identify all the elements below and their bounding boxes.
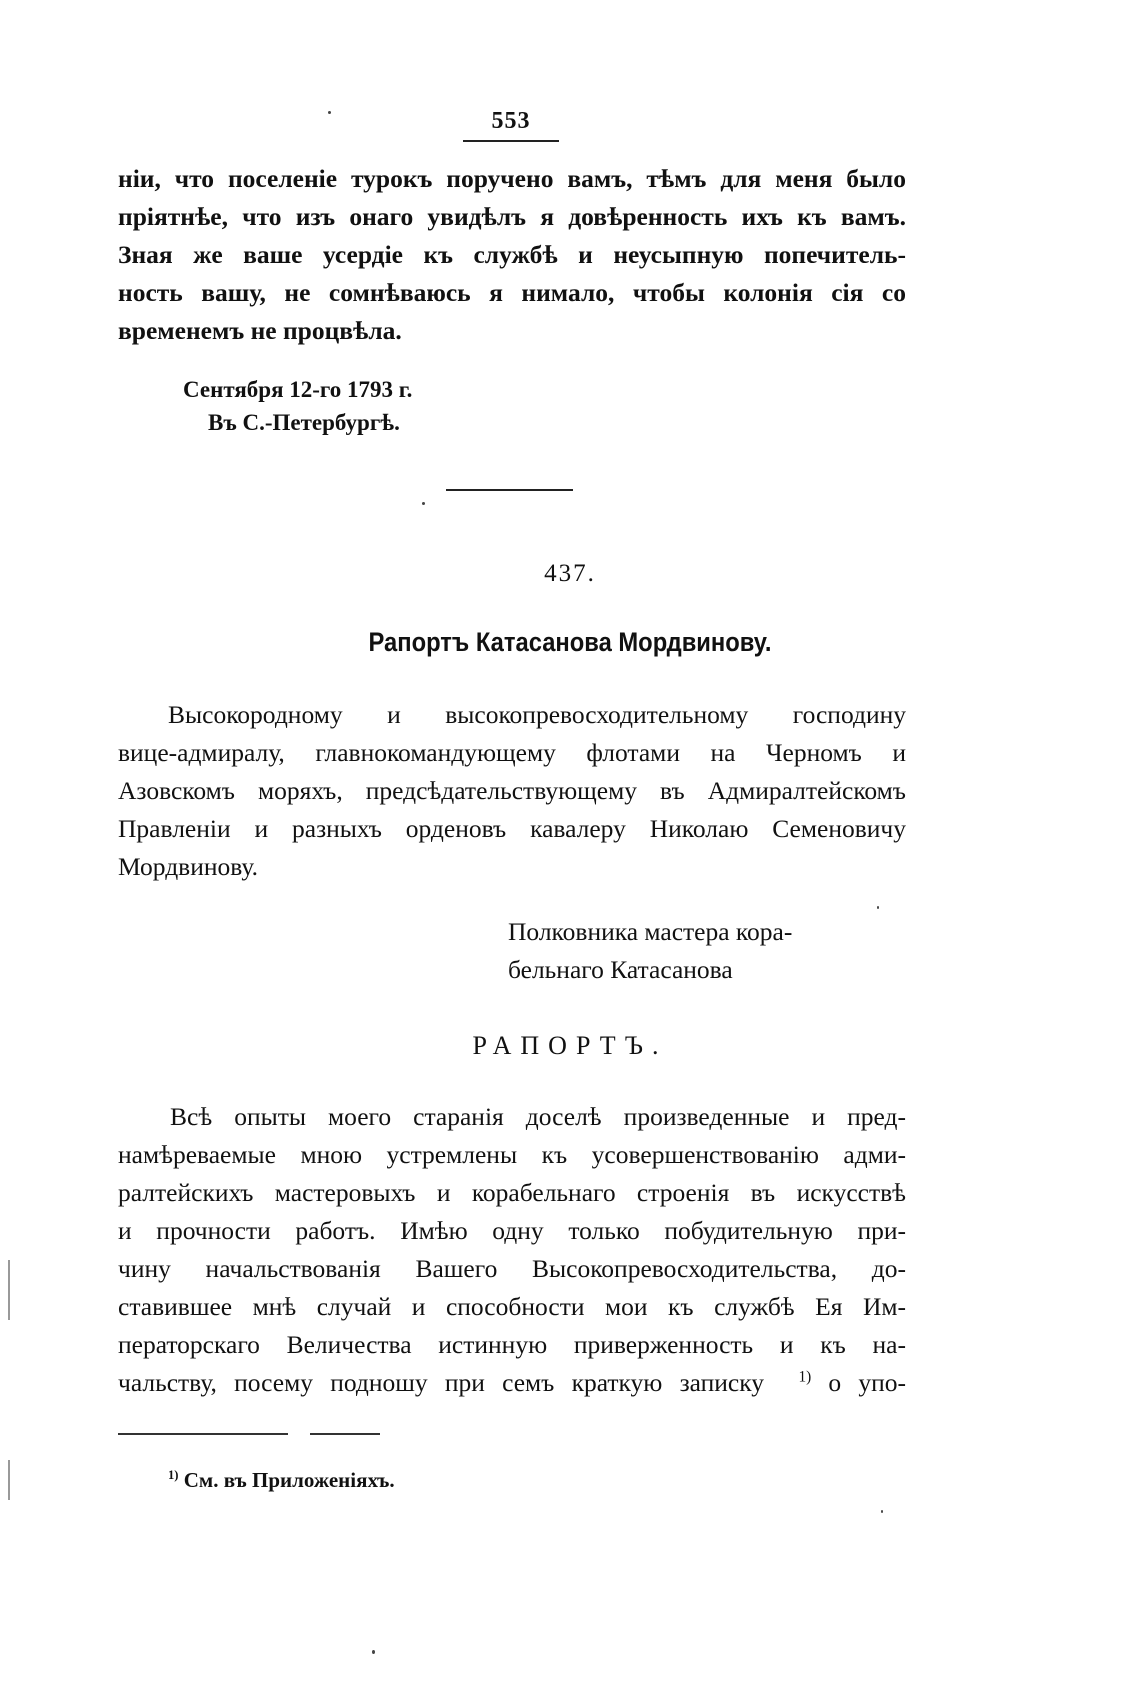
text-line: ставившее мнѣ случай и способности мои къ службѣ Ея Им- — [118, 1292, 906, 1321]
text-line: Правленiи и разныхъ орденовъ кавалеру Николаю Семеновичу — [118, 814, 906, 843]
text-line: Высокородному и высокопревосходительному господину — [168, 700, 906, 729]
footnote-rule — [310, 1433, 380, 1435]
report-heading: РАПОРТЪ. — [472, 1031, 668, 1060]
text-line: Мордвинову. — [118, 852, 259, 881]
from-line: бельнаго Катасанова — [508, 955, 733, 984]
place-line: Въ С.-Петербургѣ. — [208, 410, 400, 435]
footnote-reference[interactable]: 1) — [798, 1368, 812, 1386]
page-number-rule — [463, 140, 559, 142]
report-body — [118, 1098, 906, 1402]
scan-margin-mark — [8, 1260, 10, 1320]
text-line: Зная же ваше усердiе къ службѣ и неусыпную попечитель- — [118, 240, 906, 269]
footnote-text: См. въ Приложенiяхъ. — [183, 1468, 395, 1492]
date-line: Сентября 12-го 1793 г. — [183, 377, 413, 402]
from-line: Полковника мастера кора- — [508, 917, 793, 946]
section-divider — [446, 489, 573, 491]
text-line: Азовскомъ моряхъ, предсѣдательствующему въ Адмиралтейскомъ — [118, 776, 906, 805]
from-block — [508, 913, 792, 989]
footnote-rule — [118, 1433, 288, 1435]
text-line: вице-адмиралу, главнокомандующему флотами на Черномъ и — [118, 738, 906, 767]
text-fragment: о упо- — [828, 1368, 907, 1397]
scan-margin-mark — [8, 1460, 10, 1500]
footnote-marker: 1) — [168, 1468, 179, 1482]
text-line-with-footnote — [118, 1364, 906, 1402]
text-line: ность вашу, не сомнѣваюсь я нимало, чтобы колонiя сiя со — [118, 278, 906, 307]
text-line: ператорскаго Величества истинную приверженность и къ на- — [118, 1330, 906, 1359]
scan-speck — [372, 1650, 375, 1654]
text-line: прiятнѣе, что изъ онаго увидѣлъ я довѣренность ихъ къ вамъ. — [118, 202, 906, 231]
address-paragraph — [118, 696, 906, 886]
text-line: намѣреваемые мною устремлены къ усовершенствованiю адми- — [118, 1140, 906, 1169]
scan-speck — [877, 906, 879, 909]
text-line: нiи, что поселенiе турокъ поручено вамъ, тѣмъ для меня было — [118, 164, 906, 193]
page-number: 553 — [491, 108, 531, 134]
scan-speck — [422, 502, 425, 505]
footnote — [168, 1468, 395, 1493]
scan-speck — [881, 1510, 883, 1513]
text-line: временемъ не процвѣла. — [118, 316, 402, 345]
continuation-text — [118, 160, 906, 350]
scan-speck — [328, 111, 331, 114]
text-fragment: чальству, посему подношу при семъ краткую записку — [118, 1368, 765, 1397]
document-title: Рапортъ Катасанова Мордвинову. — [368, 627, 772, 657]
text-line: чину начальствованiя Вашего Высокопревосходительства, до- — [118, 1254, 906, 1283]
document-number: 437. — [544, 560, 596, 587]
text-line: ралтейскихъ мастеровыхъ и корабельнаго строенiя въ искусствѣ — [118, 1178, 906, 1207]
text-line: Всѣ опыты моего старанiя доселѣ произведенные и пред- — [170, 1102, 906, 1131]
text-line: и прочности работъ. Имѣю одну только побудительную при- — [118, 1216, 906, 1245]
